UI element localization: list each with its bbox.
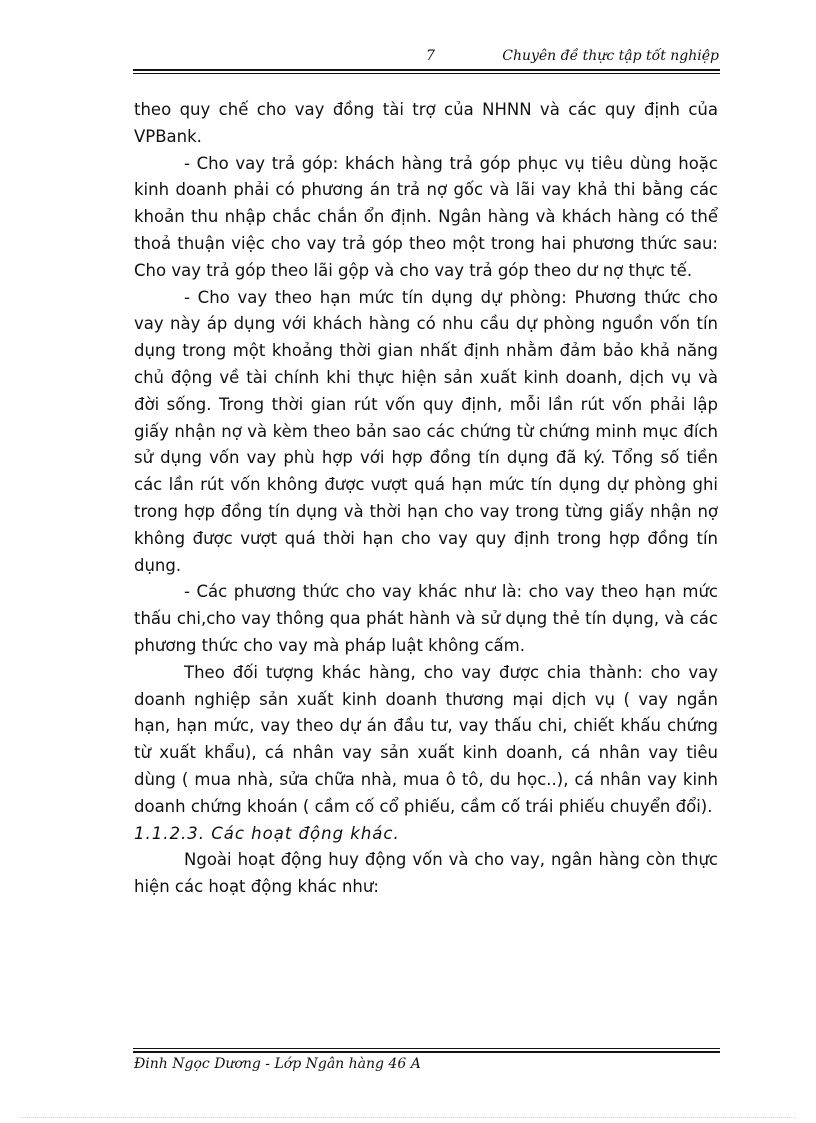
page-number: 7 [426,48,435,64]
paragraph-standby-credit: - Cho vay theo hạn mức tín dụng dự phòng: Phương thức cho vay này áp dụng với khách hàng có nhu cầu dự phòng nguồn vốn tín dụng trong một khoảng thời gian nhất định nhằm đảm bảo khả năng chủ động về tài chính khi thực hiện sản xuất kinh doanh, dịch vụ và đời sống. Trong thời gian rút vốn quy định, mỗi lần rút vốn phải lập giấy nhận nợ và kèm theo bản sao các chứng từ chứng minh mục đích sử dụng vốn vay phù hợp với hợp đồng tín dụng đã ký. Tổng số tiền các lần rút vốn không được vượt quá hạn mức tín dụng dự phòng ghi trong hợp đồng tín dụng và thời hạn cho vay trong từng giấy nhận nợ không được vượt quá thời hạn cho vay quy định trong hợp đồng tín dụng. [134,287,718,575]
footer-rule-thick [133,1051,720,1053]
paragraph-1: theo quy chế cho vay đồng tài trợ của NHNN và các quy định của VPBank. [134,100,718,146]
header-rule-thick [133,69,720,71]
section-heading: 1.1.2.3. Các hoạt động khác. [134,823,400,843]
paragraph-installment-loans: - Cho vay trả góp: khách hàng trả góp phục vụ tiêu dùng hoặc kinh doanh phải có phương án trả nợ gốc và lãi vay khả thi bằng các khoản thu nhập chắc chắn ổn định. Ngân hàng và khách hàng có thể thoả thuận việc cho vay trả góp theo một trong hai phương thức sau: Cho vay trả góp theo lãi gộp và cho vay trả góp theo dư nợ thực tế. [134,153,718,280]
paragraph-other-activities: Ngoài hoạt động huy động vốn và cho vay, ngân hàng còn thực hiện các hoạt động khác như: [134,850,718,897]
header-rule-thin [133,73,720,74]
paragraph-customer-types: Theo đối tượng khác hàng, cho vay được chia thành: cho vay doanh nghiệp sản xuất kinh doanh thương mại dịch vụ ( vay ngắn hạn, hạn mức, vay theo dự án đầu tư, vay thấu chi, chiết khấu chứng từ xuất khẩu), cá nhân vay sản xuất kinh doanh, cá nhân vay tiêu dùng ( mua nhà, sửa chữa nhà, mua ô tô, du học..), cá nhân vay kinh doanh chứng khoán ( cầm cố cổ phiếu, cầm cố trái phiếu chuyển đổi). [134,662,718,816]
header-title: Chuyên đề thực tập tốt nghiệp [502,48,719,64]
footer-rule-thin [133,1048,720,1049]
page-footer: Đinh Ngọc Dương - Lớp Ngân hàng 46 A [134,1056,421,1072]
body-text [134,97,718,901]
paragraph-other-methods: - Các phương thức cho vay khác như là: cho vay theo hạn mức thấu chi,cho vay thông qua phát hành và sử dụng thẻ tín dụng, và các phương thức cho vay mà pháp luật không cấm. [134,582,718,655]
page-edge-divider [20,1117,796,1118]
page-header [133,48,719,68]
